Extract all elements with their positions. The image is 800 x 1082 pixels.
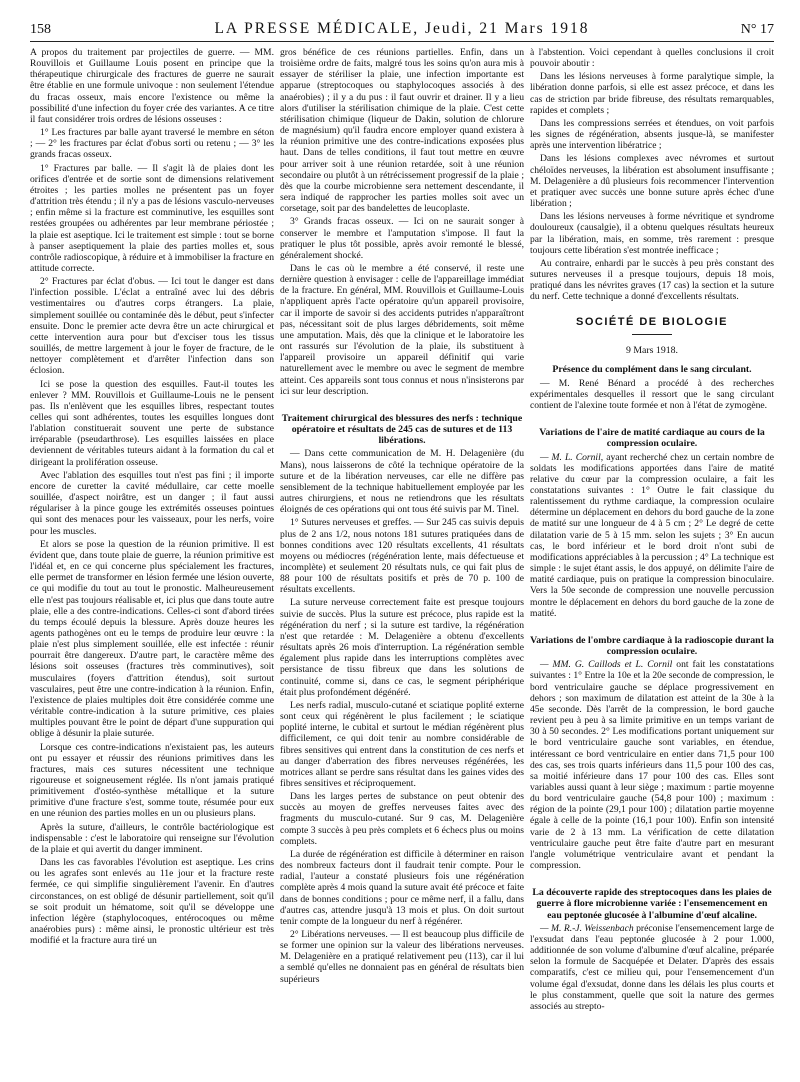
author: — M. R.-J. Weissenbach xyxy=(540,922,634,934)
author: — MM. G. Caillods et L. Cornil xyxy=(540,659,673,671)
paragraph: La suture nerveuse correctement faite est presque toujours suivie de succès. Plus la suture est précoce, plus rapide est la régénération du nerf ; si la suture est tardive, la régénération n'est que retardée : M. Delagenière a obtenu d'excellents résultats après 26 mois d'interruption. La régénération semble également plus rapide dans les interruptions complètes avec persistance de tissu fibreux que dans les solutions de continuité, comme si, dans ce cas, le segment périphérique était plus profondément dégénéré. xyxy=(280,597,524,698)
article-heading: Variations de l'aire de matité cardiaque au cours de la compression oculaire. xyxy=(539,427,765,450)
paragraph xyxy=(530,452,774,619)
divider xyxy=(632,334,672,335)
spacer xyxy=(530,873,774,883)
paragraph xyxy=(530,923,774,1012)
body-text: ont fait les constatations suivantes : 1° Entre la 10e et la 20e seconde de compression, le bord ventriculaire gauche se déplace progressivement en dehors ; son maximum de dilatation est atteint de la 30e à la 45e seconde. Dès l'arrêt de la compression, le bord gauche revient peu à peu à sa limite primitive en un temps variant de 30 à 50 secondes. 2° Les modifications portant uniquement sur le bord ventriculaire gauche sont variables, en étendue, intéressant ce bord ventriculaire en entier dans 71,5 pour 100 des cas, ses trois quarts inférieurs dans 11,5 pour 100 des cas, sa moitié inférieure dans 17 pour 100 des cas. Elles sont variables aussi quant à leur siège ; maximum : partie moyenne du bord ventriculaire gauche (54,8 pour 100) ; maximum : région de la pointe (29,1 pour 100) ; dilatation partie moyenne égale à celle de la pointe (16,1 pour 100). Enfin son intensité varie de 2 à 13 mm. La vérification de cette dilatation ventriculaire gauche peut être faite d'autre part en mesurant l'angle volumétrique ventriculaire avant et pendant la compression. xyxy=(530,659,774,872)
article-columns xyxy=(30,47,774,1077)
journal-title: LA PRESSE MÉDICALE, Jeudi, 21 Mars 1918 xyxy=(214,20,590,37)
column-1 xyxy=(30,47,274,1077)
paragraph: Après la suture, d'ailleurs, le contrôle bactériologique est indispensable : c'est le laboratoire qui renseigne sur l'évolution de la plaie et qui avertit du danger imminent. xyxy=(30,821,274,855)
paragraph: gros bénéfice de ces réunions partielles. Enfin, dans un troisième ordre de faits, malgré tous les soins qu'on aura mis à essayer de stériliser la plaie, une infection importante est apparue (streptocoques ou staphylocoques associés à des anaérobies) ; il y a du pus : il faut ouvrir et drainer. Il y a lieu alors d'utiliser la stérilisation chimique de la plaie. C'est cette stérilisation chimique (liqueur de Dakin, solution de chlorure de magnésium) qu'il faudra encore employer quand existera à la réunion primitive une des contre-indications exposées plus haut. Dans de telles conditions, il faut tout mettre en œuvre pour arriver soit à une réunion retardée, soit à une réunion secondaire ou plutôt à un rétrécissement progressif de la plaie ; dès que la courbe microbienne sera nettement descendante, il sera indiqué de rapprocher les parties molles soit avec un corsetage, soit par des bandelettes de leucoplaste. xyxy=(280,47,524,215)
paragraph: Dans les lésions complexes avec névromes et surtout chéloïdes nerveuses, la libération est absolument insuffisante ; M. Delagenière a dû plusieurs fois recommencer l'intervention et pratiquer avec succès une bonne suture après échec d'une libération ; xyxy=(530,153,774,210)
paragraph: Dans les lésions nerveuses à forme paralytique simple, la libération donne parfois, si elle est assez précoce, et dans les cas de striction par bride fibreuse, des résultats remarquables, rapides et complets ; xyxy=(530,71,774,116)
paragraph: — Dans cette communication de M. H. Delagenière (du Mans), nous laisserons de côté la technique opératoire de la suture et de la libération nerveuses, car elle ne diffère pas sensiblement de la technique habituellement employée par les autres chirurgiens, et nous ne retiendrons que les résultats éloignés de ces opérations qui ont tous été suivis par M. Tinel. xyxy=(280,448,524,516)
session-date: 9 Mars 1918. xyxy=(626,345,678,357)
paragraph: Dans le cas où le membre a été conservé, il reste une dernière question à envisager : celle de l'appareillage immédiat de la fracture. En général, MM. Rouvillois et Guillaume-Louis n'appliquent après l'acte opératoire qu'un appareil provisoire, car il importe de savoir si des accidents putrides n'apparaîtront pas, nécessitant soit de plus larges débridements, soit même une amputation. Mais, dès que la clinique et le laboratoire les ont rassurés sur l'évolution de la plaie, ils substituent à l'appareil provisoire un appareil définitif qui varie naturellement avec le membre ou avec le segment de membre atteint. Ces appareils sont tous connus et nous n'insisterons par ici sur leur description. xyxy=(280,262,524,397)
paragraph: Dans les lésions nerveuses à forme névritique et syndrome douloureux (causalgie), il a obtenu quelques résultats heureux par la libération, mais, en somme, très rarement : presque toujours cette libération s'est montrée inefficace ; xyxy=(530,211,774,256)
spacer xyxy=(530,413,774,423)
page-header xyxy=(30,14,774,42)
article-heading: La découverte rapide des streptocoques dans les plaies de guerre à flore microbienne variée : l'ensemencement en eau peptonée glucosée à l'albumine d'œuf alcaline. xyxy=(532,887,772,921)
paragraph: 1° Fractures par balle. — Il s'agit là de plaies dont les orifices d'entrée et de sortie sont de dimensions relativement étroites ; les parties molles ne présentent pas un foyer d'attrition très étendu ; il n'y a pas de lésions vasculo-nerveuses ; enfin même si la fracture est comminutive, les esquilles sont restées groupées ou adhérentes par leur membrane périostée ; la plaie est aseptique. Ici le traitement est simple : tout se borne à panser aseptiquement la plaie des parties molles et, sous contrôle radioscopique, à réduire et à immobiliser la fracture en attitude correcte. xyxy=(30,162,274,274)
article-intro: A propos du traitement par projectiles de guerre. — MM. Rouvillois et Guillaume Louis posent en principe que la thérapeutique chirurgicale des fractures de guerre ne saurait être établie en une formule univoque : non seulement l'étendue du fracas osseux, mais encore l'existence ou même la possibilité d'une infection du foyer crée des variantes. A ce titre il faut considérer trois ordres de lésions osseuses : xyxy=(30,47,274,125)
paragraph: 2° Libérations nerveuses. — Il est beaucoup plus difficile de se former une opinion sur la valeur des libérations nerveuses. M. Delagenière en a pratiqué relativement peu (113), car il lui a semblé qu'elles ne donnaient pas en général de résultats bien supérieurs xyxy=(280,929,524,985)
paragraph: Ici se pose la question des esquilles. Faut-il toutes les enlever ? MM. Rouvillois et Guillaume-Louis ne le pensent pas. Ils n'enlèvent que les esquilles libres, respectant toutes celles qui sont adhérentes, toutes les esquilles longues dont l'ablation constituerait souvent une perte de substance irréparable (pseudarthrose). Les esquilles laissées en place deviennent de véritables tuteurs aidant à la formation du cal et dirigeant la prolifération osseuse. xyxy=(30,378,274,468)
paragraph: Avec l'ablation des esquilles tout n'est pas fini ; il importe encore de curetter la cavité médullaire, car cette moelle souillée, d'aspect noirâtre, est un danger ; il faut aussi régulariser à la pince gouge les extrémités osseuses pointues qui sont des menaces pour les vaisseaux, pour les nerfs, voire pour les muscles. xyxy=(30,469,274,537)
paragraph: Dans les larges pertes de substance on peut obtenir des succès au moyen de greffes nerveuses faites avec des fragments du musculo-cutané. Sur 9 cas, M. Delagenière compte 3 succès à peu près complets et 6 échecs plus ou moins complets. xyxy=(280,791,524,847)
paragraph: Les nerfs radial, musculo-cutané et sciatique poplité externe sont ceux qui régénèrent le plus facilement ; le sciatique poplité interne, le cubital et surtout le médian régénèrent plus difficilement, ce qui doit tenir au nombre considérable de fibres sensitives qui entrent dans la constitution de ces nerfs et au danger d'aberration des fibres nerveuses régénérées, les motrices allant se perdre sans résultat dans les gaines vides des fibres sensitives et réciproquement. xyxy=(280,699,524,789)
body-text: préconise l'ensemencement large de l'exsudat dans l'eau peptonée glucosée à 2 pour 1.000, additionnée de son volume d'albumine d'œuf alcaline, préparée selon la formule de Sacquépée et Delater. D'après des essais comparatifs, c'est ce milieu qui, pour l'ensemencement d'un volume égal d'exsudat, donne dans les délais les plus courts et le plus constamment, quelle que soit la nature des germes associés au strepto- xyxy=(530,922,774,1012)
article-heading: Variations de l'ombre cardiaque à la radioscopie durant la compression oculaire. xyxy=(530,634,774,658)
column-3 xyxy=(530,47,774,1077)
article-heading: Traitement chirurgical des blessures des nerfs : technique opératoire et résultats de 245 cas de sutures et de 113 libérations. xyxy=(281,412,523,447)
paragraph: — M. René Bénard a procédé à des recherches expérimentales desquelles il ressort que le sang circulant contient de l'alexine toute formée et non à l'état de zymogène. xyxy=(530,377,774,411)
paragraph: 2° Fractures par éclat d'obus. — Ici tout le danger est dans l'infection possible. L'éclat a entraîné avec lui des débris vestimentaires ou d'autres corps étrangers. La plaie, simplement souillée ou contaminée dès le début, peut s'infecter ensuite. Donc le premier acte devra être un acte chirurgical et cette intervention aura pour but d'exciser tous les tissus souillés, de mettre largement à jour le foyer de fracture, de le nettoyer complètement et d'arrêter l'infection dans son éclosion. xyxy=(30,276,274,377)
paragraph xyxy=(530,659,774,871)
section-heading: SOCIÉTÉ DE BIOLOGIE xyxy=(576,316,728,329)
paragraph: Et alors se pose la question de la réunion primitive. Il est évident que, dans toute plaie de guerre, la réunion primitive est l'idéal et, en ce qui concerne plus spécialement les fractures, elle permet de transformer en lésion fermée une lésion ouverte, ce qui modifie du tout au tout le pronostic. Malheureusement elle n'est pas toujours réalisable et, ici plus que dans toute autre plaie, elle a des contre-indications. Celles-ci sont d'abord tirées du temps écoulé depuis la blessure. Après douze heures les agents pathogènes ont eu le temps de produire leur œuvre : la plaie n'est plus simplement souillée, elle est infectée : réunir pourrait être dangereux. D'autre part, le caractère même des lésions soit osseuses (fractures très comminutives), soit musculaires (foyers d'attrition étendus), soit surtout vasculaires, peut être une contre-indication à la réunion. Enfin, l'existence de plaies multiples doit être considérée comme une véritable contre-indication à la suture primitive, ces plaies multiples pouvant être le point de départ d'une suppuration qui oblige à désunir la plaie suturée. xyxy=(30,538,274,740)
page-number: 158 xyxy=(30,22,51,37)
issue-number: N° 17 xyxy=(740,22,774,37)
author: — M. L. Cornil, xyxy=(540,451,604,463)
paragraph: Dans les compressions serrées et étendues, on voit parfois les signes de régénération, absents jusque-là, se manifester après une intervention libératrice ; xyxy=(530,117,774,152)
paragraph: Lorsque ces contre-indications n'existaient pas, les auteurs ont pu essayer et réussir des réunions primitives dans les fractures, mais ces sutures nécessitent une technique rigoureuse et soigneusement réglée. Ils n'ont jamais pratiqué primitivement d'ostéo-synthèse métallique et la suture primitive d'une fracture s'est, somme toute, résumée pour eux en une réunion des parties molles en un ou plusieurs plans. xyxy=(30,741,274,820)
article-heading: Présence du complément dans le sang circulant. xyxy=(552,364,752,376)
spacer xyxy=(280,399,524,409)
column-2 xyxy=(280,47,524,1077)
spacer xyxy=(530,621,774,631)
body-text: ayant recherché chez un certain nombre de soldats les modifications apportées dans l'aire de matité relative du cœur par la compression oculaire, a fait les constatations suivantes : 1° Outre le fait classique du ralentissement du rythme cardiaque, la compression oculaire détermine un déplacement en dehors du bord gauche de la zone de matité sur une longueur de 4 à 5 cm ; 2° Le degré de cette dilatation varie de 5 à 15 mm. selon les sujets ; 3° En aucun cas, le bord inférieur et le bord droit n'ont subi de modifications appréciables à la percussion ; 4° La technique est simple : le sujet étant assis, le dos appuyé, on délimite l'aire de matité cardiaque, puis on pratique la compression binoculaire. Vers la 50e seconde de compression une nouvelle percussion montre le déplacement en dehors du bord gauche de la zone de matité. xyxy=(530,451,774,619)
paragraph: 1° Sutures nerveuses et greffes. — Sur 245 cas suivis depuis plus de 2 ans 1/2, nous notons 181 sutures pratiquées dans de bonnes conditions avec 120 résultats excellents, 41 résultats moyens ou médiocres (régénération lente, mais défectueuse et incomplète) et seulement 20 résultats nuls, ce qui fait plus de 88 pour 100 de résultats positifs et près de 70 p. 100 de résultats excellents. xyxy=(280,517,524,596)
paragraph: à l'abstention. Voici cependant à quelles conclusions il croit pouvoir aboutir : xyxy=(530,47,774,70)
paragraph: Au contraire, enhardi par le succès à peu près constant des sutures nerveuses il a presque toujours, depuis 18 mois, pratiqué dans les névrites graves (17 cas) la section et la suture du nerf. Cette technique a donné d'excellents résultats. xyxy=(530,257,774,303)
paragraph: 3° Grands fracas osseux. — Ici on ne saurait songer à conserver le membre et l'amputation s'impose. Il faut la pratiquer le plus tôt possible, après avoir remonté le blessé, généralement shocké. xyxy=(280,216,524,261)
paragraph: La durée de régénération est difficile à déterminer en raison des nombreux facteurs dont il faudrait tenir compte. Pour le radial, l'auteur a constaté plusieurs fois une régénération complète après 4 mois quand la suture avait été précoce et faite dans de bonnes conditions ; pour ce même nerf, il a fallu, dans d'autres cas, attendre jusqu'à 13 mois et plus. On doit surtout tenir compte de la longueur du nerf à régénérer. xyxy=(280,848,524,927)
paragraph: 1° Les fractures par balle ayant traversé le membre en séton ; — 2° les fractures par éclat d'obus sorti ou retenu ; — 3° les grands fracas osseux. xyxy=(30,127,274,161)
paragraph: Dans les cas favorables l'évolution est aseptique. Les crins ou les agrafes sont enlevés au 11e jour et la fracture reste fermée, ce qui simplifie singulièrement l'avenir. En d'autres circonstances, on est obligé de désunir partiellement, soit qu'il se soit produit un hématome, soit qu'il se développe une infection légère (staphylocoques, entérocoques ou même anaérobies purs) : même ainsi, le pronostic ultérieur est très modifié et la fracture aura tiré un xyxy=(30,857,274,947)
